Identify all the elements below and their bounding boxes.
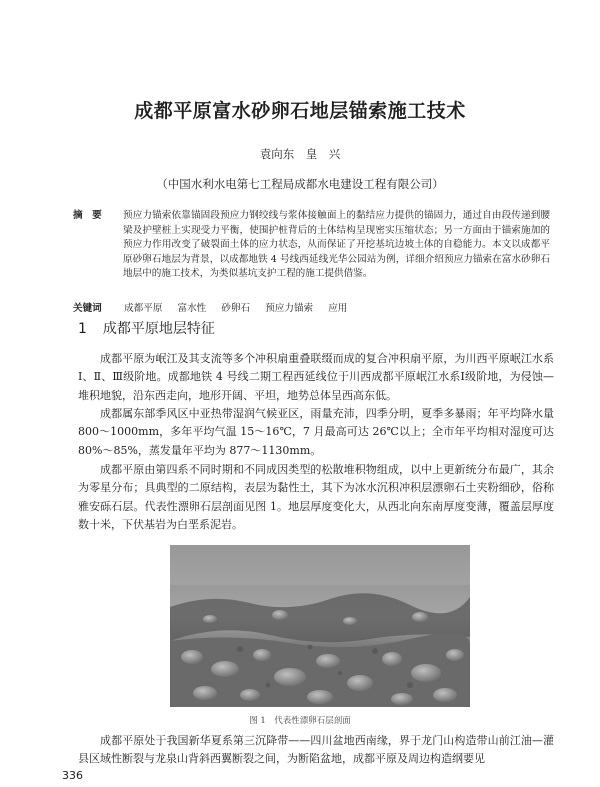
paragraph-3: 成都平原由第四系不同时期和不同成因类型的松散堆积物组成，以中上更新统分布最广，其余为零星分布；具典型的二原结构，表层为黏性土，其下为冰水沉积冲积层漂卵石土夹粉细砂，俗称雅安砾石层。代表性漂卵石层剖面见图 1。地层厚度变化大，从西北向东南厚度变薄，覆盖层厚度数十米，下伏基岩为白垩系泥岩。 xyxy=(78,463,554,532)
paragraph-4: 成都平原处于我国新华夏系第三沉降带——四川盆地西南缘，界于龙门山构造带山前江油—灌县区域性断裂与龙泉山背斜西翼断裂之间，为断陷盆地，成都平原及周边构造纲要见 xyxy=(78,734,554,766)
abstract xyxy=(73,209,550,282)
figure-caption: 图 1 代表性漂卵石层剖面 xyxy=(249,716,351,726)
paragraph-2: 成都属东部季风区中亚热带湿润气候亚区，雨量充沛，四季分明，夏季多暴雨；年平均降水量 800～1000mm，多年平均气温 15～16℃，7 月最高可达 26℃以上；全市年平均相对湿度可达 80%～85%，蒸发量年平均为 877～1130mm。 xyxy=(78,407,554,457)
authors: 袁向东 皇 兴 xyxy=(259,147,341,161)
section-number: 1 xyxy=(78,321,87,337)
section-title: 成都平原地层特征 xyxy=(102,321,215,337)
affiliation: （中国水利水电第七工程局成都水电建设工程有限公司） xyxy=(156,177,444,191)
strata-photo xyxy=(170,545,470,707)
section-heading xyxy=(78,318,215,338)
abstract-label: 摘 要 xyxy=(73,210,102,221)
page-number: 336 xyxy=(62,769,83,782)
keywords xyxy=(73,300,553,314)
keyword: 成都平原 xyxy=(124,303,163,314)
paragraph-1: 成都平原为岷江及其支流等多个冲积扇重叠联缀而成的复合冲积扇平原，为川西平原岷江水系Ⅰ、Ⅱ、Ⅲ级阶地。成都地铁 4 号线二期工程西延线位于川西成都平原岷江水系Ⅰ级阶地，为侵蚀—堆积地貌，沿东西走向，地形开阔、平坦，地势总体呈西高东低。 xyxy=(78,352,554,402)
abstract-text: 预应力锚索依靠锚固段预应力钢绞线与浆体接触面上的黏结应力提供的锚固力，通过自由段传递到腰梁及护壁桩上实现受力平衡，使围护桩背后的土体结构呈现密实压缩状态；另一方面由于锚索施加的预应力作用改变了破裂面土体的应力状态，从而保证了开挖基坑边坡土体的自稳能力。本文以成都平原砂卵石地层为背景，以成都地铁 4 号线西延线光华公园站为例，详细介绍预应力锚索在富水砂卵石地层中的施工技术，为类似基坑支护工程的施工提供借鉴。 xyxy=(123,210,550,280)
keyword: 砂卵石 xyxy=(221,303,251,314)
paper-title: 成都平原富水砂卵石地层锚索施工技术 xyxy=(134,100,466,122)
keyword: 应用 xyxy=(328,303,348,314)
keywords-label: 关键词 xyxy=(73,303,102,314)
keyword: 富水性 xyxy=(177,303,207,314)
keyword: 预应力锚索 xyxy=(265,303,314,314)
